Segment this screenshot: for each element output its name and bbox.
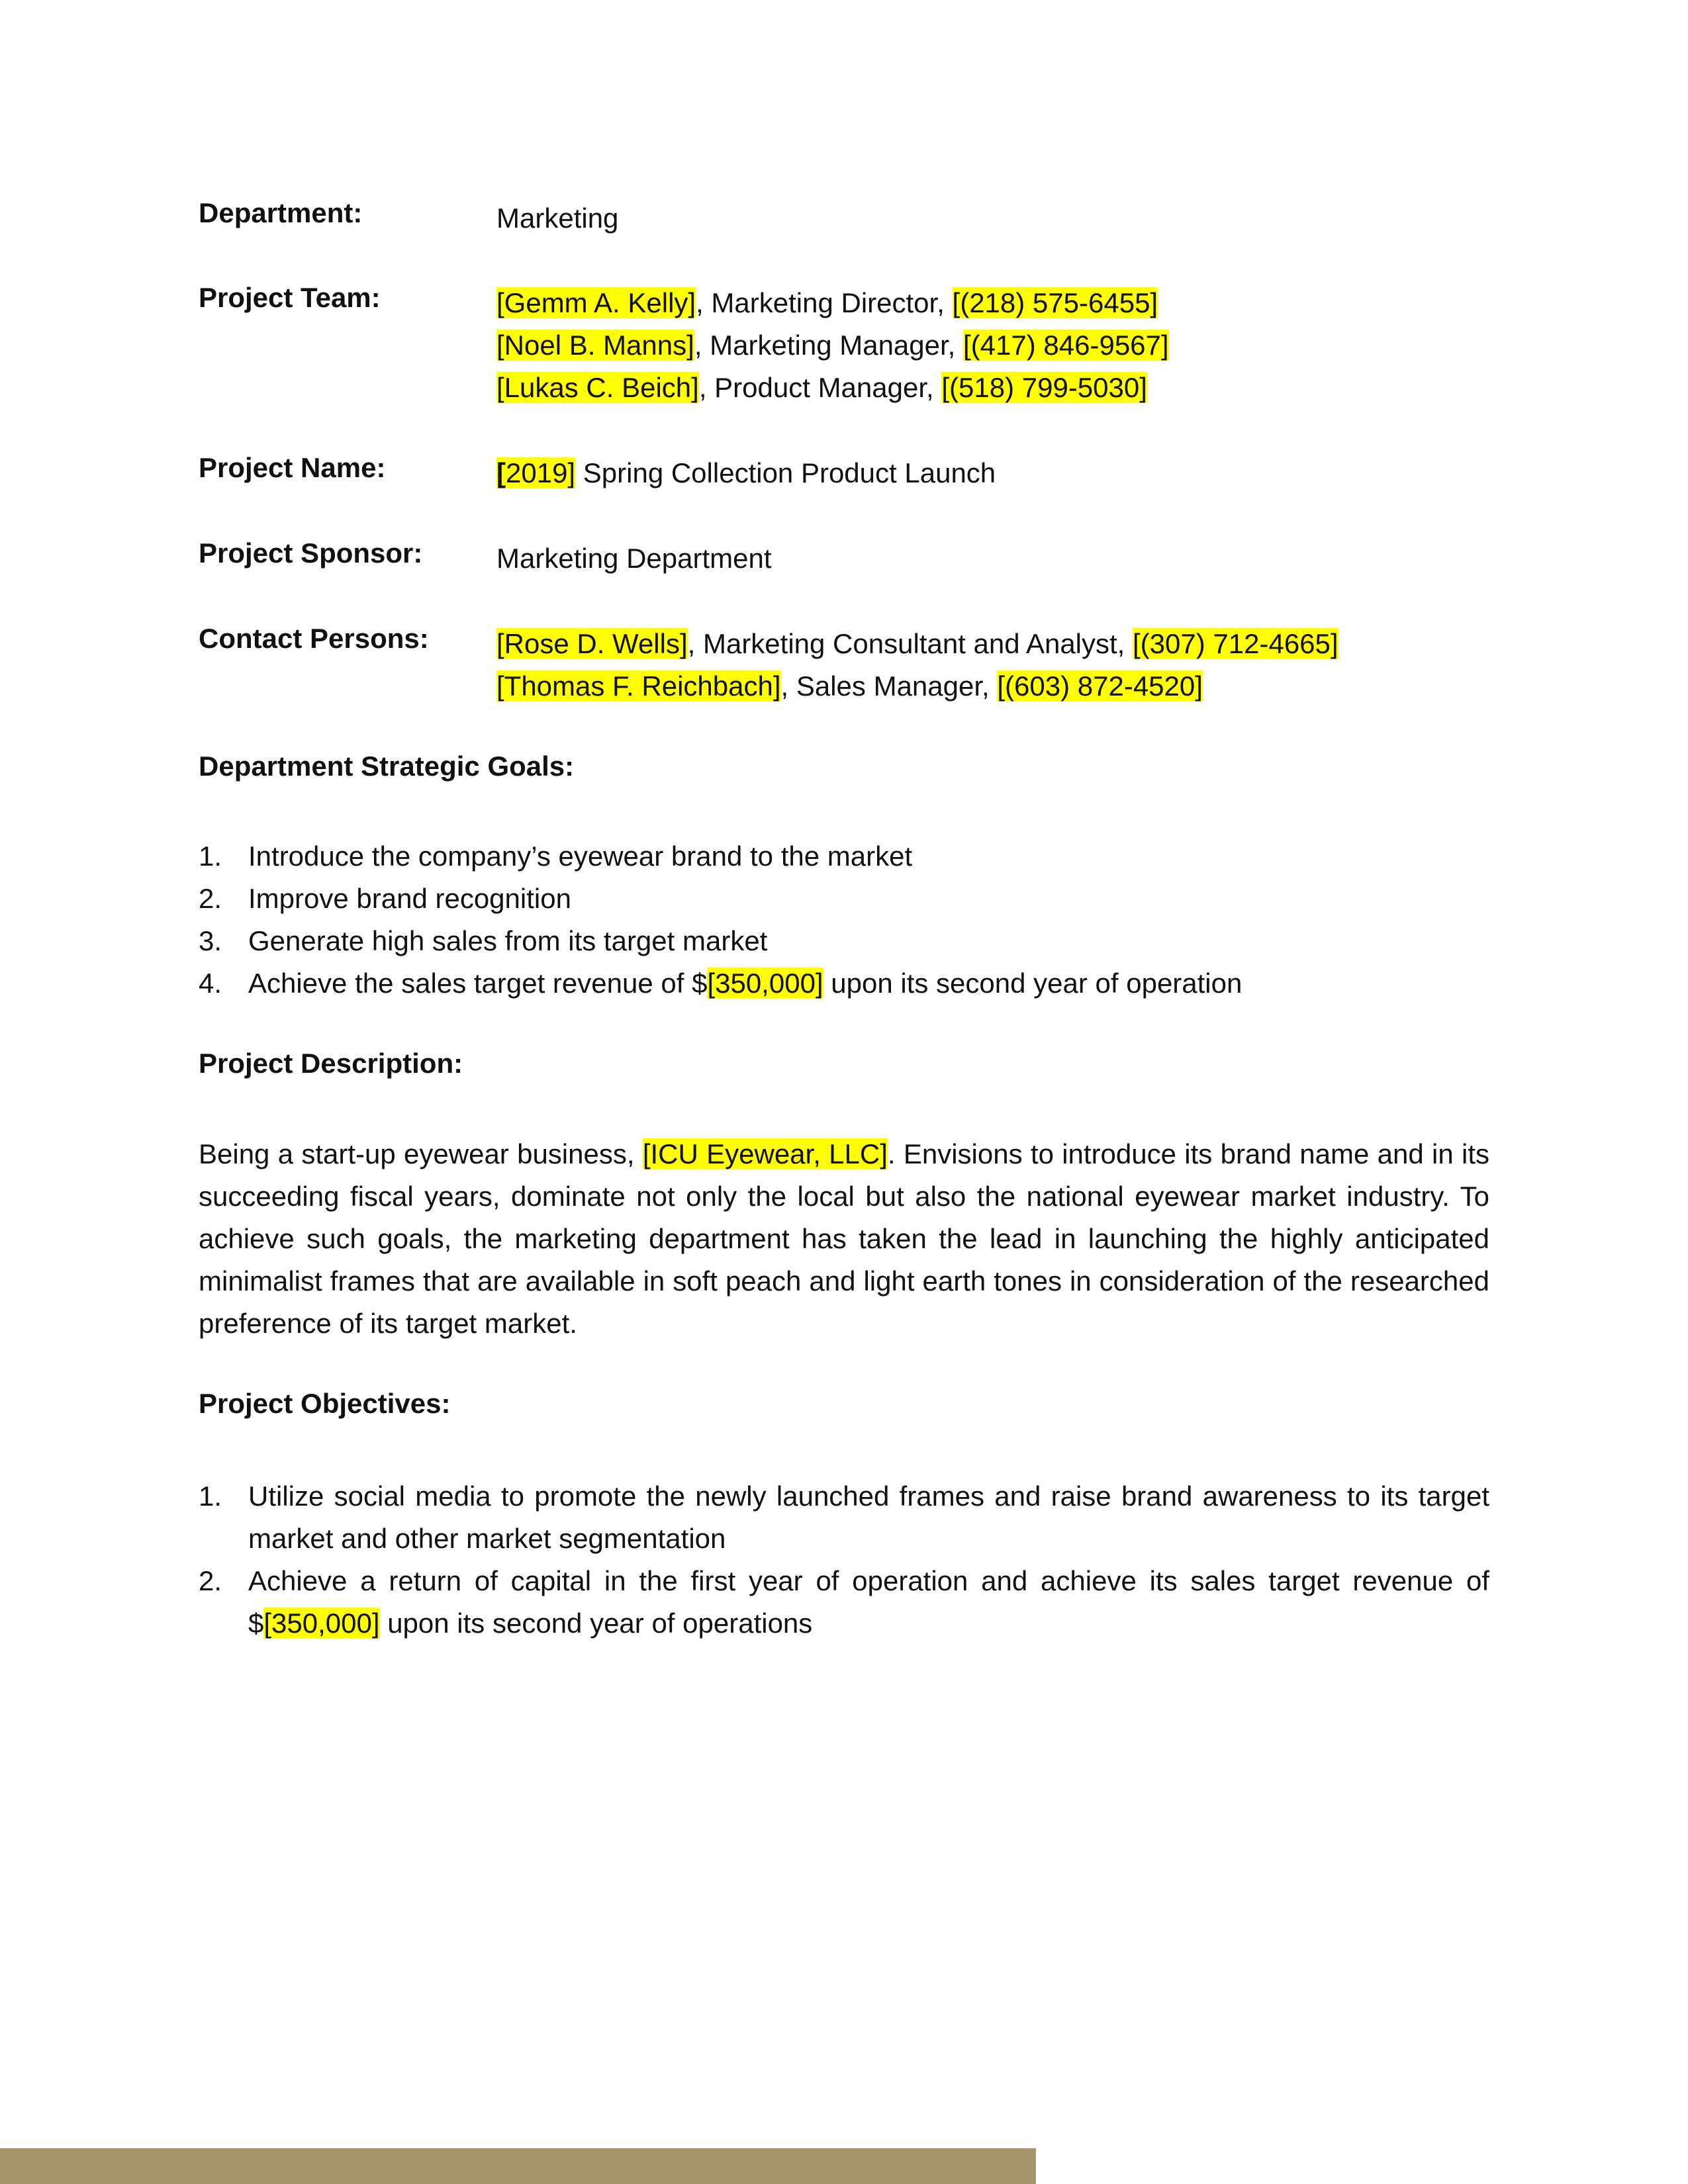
description-post: . Envisions to introduce its brand name and in its succeeding fiscal years, dominate not only the local but also the national eyewear market industry. To achieve such goals, the marketing department has taken the lead in launching the highly anticipated minimalist frames that are available in soft peach and light earth tones in consideration of the researched preference of its target market. bbox=[199, 1138, 1489, 1339]
list-text: Introduce the company’s eyewear brand to the market bbox=[248, 841, 913, 872]
contact-person bbox=[496, 665, 1338, 707]
strategic-goals-list bbox=[199, 835, 1489, 1005]
contact-role: , Sales Manager, bbox=[780, 670, 998, 702]
revenue-target: [350,000] bbox=[707, 968, 823, 999]
member-name: [Noel B. Manns] bbox=[496, 330, 694, 361]
list-number: 3. bbox=[199, 925, 222, 956]
list-item bbox=[199, 835, 1489, 878]
contact-role: , Marketing Consultant and Analyst, bbox=[687, 628, 1133, 659]
project-name-value bbox=[496, 452, 996, 494]
member-name: [Lukas C. Beich] bbox=[496, 372, 699, 403]
list-text: Improve brand recognition bbox=[248, 883, 571, 914]
list-item bbox=[199, 1475, 1489, 1560]
department-label: Department: bbox=[199, 197, 363, 228]
list-item bbox=[199, 878, 1489, 920]
footer-bar bbox=[0, 2148, 1036, 2184]
team-member bbox=[496, 282, 1169, 324]
project-description-heading: Project Description: bbox=[199, 1048, 463, 1079]
project-name-label: Project Name: bbox=[199, 452, 386, 483]
list-text: upon its second year of operations bbox=[379, 1608, 813, 1639]
member-phone: [(518) 799-5030] bbox=[941, 372, 1147, 403]
description-pre: Being a start-up eyewear business, bbox=[199, 1138, 643, 1169]
company-name: [ICU Eyewear, LLC] bbox=[642, 1138, 888, 1169]
department-value: Marketing bbox=[496, 203, 619, 234]
project-team-label: Project Team: bbox=[199, 282, 381, 313]
contact-name: [Rose D. Wells] bbox=[496, 628, 688, 659]
member-phone: [(417) 846-9567] bbox=[963, 330, 1169, 361]
project-team-list bbox=[496, 282, 1169, 409]
project-objectives-list bbox=[199, 1475, 1489, 1645]
list-number: 1. bbox=[199, 841, 222, 872]
revenue-target: [350,000] bbox=[263, 1608, 380, 1639]
list-text: Utilize social media to promote the newly launched frames and raise brand awareness to its target market and other market segmentation bbox=[248, 1480, 1489, 1554]
strategic-goals-heading: Department Strategic Goals: bbox=[199, 751, 575, 782]
list-number: 4. bbox=[199, 968, 222, 999]
contact-persons-label: Contact Persons: bbox=[199, 623, 429, 654]
project-name-bracket: [ bbox=[496, 457, 506, 488]
list-text: Achieve the sales target revenue of $ bbox=[248, 968, 708, 999]
project-sponsor-value: Marketing Department bbox=[496, 543, 772, 574]
member-phone: [(218) 575-6455] bbox=[952, 287, 1158, 318]
list-number: 1. bbox=[199, 1480, 222, 1512]
contact-phone: [(307) 712-4665] bbox=[1133, 628, 1338, 659]
team-member bbox=[496, 324, 1169, 367]
list-number: 2. bbox=[199, 1565, 222, 1596]
project-objectives-heading: Project Objectives: bbox=[199, 1388, 451, 1419]
project-name-year: 2019] bbox=[506, 457, 576, 488]
list-number: 2. bbox=[199, 883, 222, 914]
project-name-rest: Spring Collection Product Launch bbox=[575, 457, 996, 488]
list-item bbox=[199, 962, 1489, 1005]
team-member bbox=[496, 367, 1169, 409]
contact-person bbox=[496, 623, 1338, 665]
list-text: Generate high sales from its target market bbox=[248, 925, 768, 956]
list-text: upon its second year of operation bbox=[823, 968, 1243, 999]
contact-persons-list bbox=[496, 623, 1338, 707]
list-text: Achieve a return of capital in the first year of operation and achieve its sales target revenue of $ bbox=[248, 1565, 1489, 1639]
project-sponsor-label: Project Sponsor: bbox=[199, 537, 423, 569]
member-role: , Product Manager, bbox=[698, 372, 942, 403]
contact-name: [Thomas F. Reichbach] bbox=[496, 670, 781, 702]
member-role: , Marketing Director, bbox=[696, 287, 953, 318]
member-role: , Marketing Manager, bbox=[694, 330, 964, 361]
contact-phone: [(603) 872-4520] bbox=[997, 670, 1203, 702]
member-name: [Gemm A. Kelly] bbox=[496, 287, 696, 318]
list-item bbox=[199, 1560, 1489, 1645]
list-item bbox=[199, 920, 1489, 962]
project-description-text bbox=[199, 1133, 1489, 1345]
